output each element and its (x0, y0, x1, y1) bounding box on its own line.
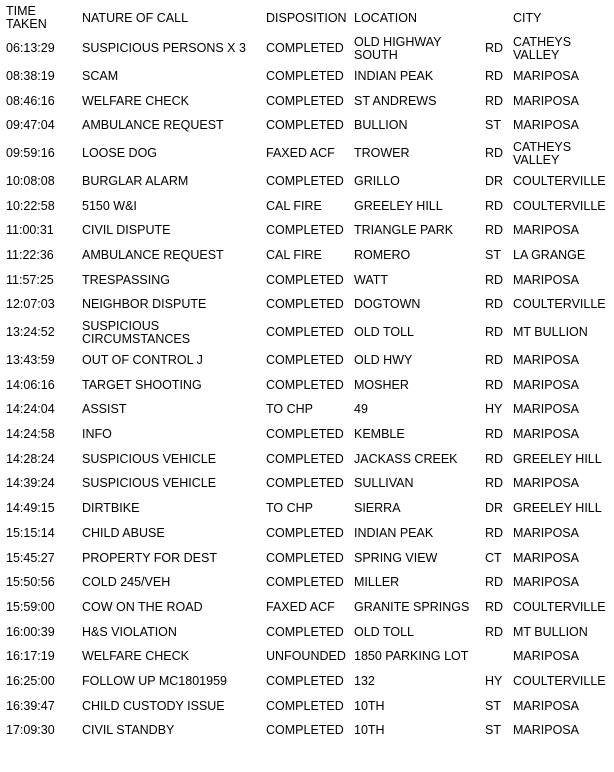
cell-nature-of-call: OUT OF CONTROL J (82, 353, 203, 368)
header-row (0, 3, 614, 33)
table-row (0, 620, 614, 645)
table-body (0, 33, 614, 743)
table-row (0, 89, 614, 114)
cell-street-suffix: RD (485, 599, 504, 614)
cell-city: MARIPOSA (513, 93, 579, 108)
cell-disposition: CAL FIRE (266, 247, 322, 262)
table-row (0, 521, 614, 546)
cell-location: SPRING VIEW (354, 550, 438, 565)
cell-street-suffix: RD (485, 353, 504, 368)
cell-city: COULTERVILLE (513, 297, 606, 312)
cell-street-suffix: RD (485, 624, 504, 639)
cell-nature-of-call: CHILD CUSTODY ISSUE (82, 698, 225, 713)
cell-street-suffix: HY (485, 673, 503, 688)
cell-city: MARIPOSA (513, 353, 579, 368)
cell-nature-of-call: ASSIST (82, 402, 127, 417)
table-row (0, 194, 614, 219)
cell-disposition: COMPLETED (266, 476, 344, 491)
cell-disposition: COMPLETED (266, 624, 344, 639)
cell-location: OLD TOLL (354, 325, 414, 340)
cell-time-taken: 09:59:16 (6, 146, 55, 161)
cell-location: MOSHER (354, 377, 409, 392)
cell-disposition: COMPLETED (266, 118, 344, 133)
table-row (0, 669, 614, 694)
cell-location: GRILLO (354, 173, 400, 188)
cell-disposition: COMPLETED (266, 427, 344, 442)
header-time-taken: TIME TAKEN (6, 4, 47, 31)
cell-street-suffix: RD (485, 68, 504, 83)
table-row (0, 317, 614, 348)
cell-location: TRIANGLE PARK (354, 223, 454, 238)
cell-time-taken: 08:38:19 (6, 68, 55, 83)
cell-nature-of-call: BURGLAR ALARM (82, 173, 189, 188)
cell-city: MARIPOSA (513, 649, 579, 664)
cell-city: MARIPOSA (513, 698, 579, 713)
table-row (0, 64, 614, 89)
call-log-table (0, 3, 614, 743)
cell-city: LA GRANGE (513, 247, 586, 262)
cell-street-suffix: ST (485, 723, 501, 738)
table-row (0, 570, 614, 595)
cell-city: MARIPOSA (513, 118, 579, 133)
table-row (0, 472, 614, 497)
cell-city: GREELEY HILL (513, 501, 602, 516)
cell-city: MARIPOSA (513, 723, 579, 738)
cell-city: MARIPOSA (513, 525, 579, 540)
cell-city: COULTERVILLE (513, 599, 606, 614)
cell-nature-of-call: COW ON THE ROAD (82, 599, 203, 614)
cell-street-suffix: RD (485, 427, 504, 442)
table-row (0, 293, 614, 318)
header-disposition: DISPOSITION (266, 10, 347, 25)
header-city: CITY (513, 10, 542, 25)
cell-street-suffix: RD (485, 198, 504, 213)
cell-nature-of-call: FOLLOW UP MC1801959 (82, 673, 227, 688)
cell-time-taken: 16:00:39 (6, 624, 55, 639)
cell-time-taken: 14:49:15 (6, 501, 55, 516)
cell-disposition: COMPLETED (266, 223, 344, 238)
cell-nature-of-call: INFO (82, 427, 112, 442)
cell-street-suffix: RD (485, 223, 504, 238)
cell-location: 10TH (354, 698, 385, 713)
cell-nature-of-call: AMBULANCE REQUEST (82, 247, 224, 262)
cell-street-suffix: ST (485, 118, 501, 133)
cell-disposition: COMPLETED (266, 272, 344, 287)
cell-disposition: CAL FIRE (266, 198, 322, 213)
cell-street-suffix: CT (485, 550, 502, 565)
cell-location: WATT (354, 272, 389, 287)
table-row (0, 398, 614, 423)
cell-city: MARIPOSA (513, 68, 579, 83)
table-row (0, 169, 614, 194)
cell-disposition: COMPLETED (266, 575, 344, 590)
cell-location: SULLIVAN (354, 476, 414, 491)
cell-disposition: COMPLETED (266, 673, 344, 688)
cell-disposition: COMPLETED (266, 173, 344, 188)
cell-time-taken: 15:59:00 (6, 599, 55, 614)
cell-location: DOGTOWN (354, 297, 421, 312)
cell-city: COULTERVILLE (513, 673, 606, 688)
cell-nature-of-call: LOOSE DOG (82, 146, 158, 161)
cell-disposition: COMPLETED (266, 723, 344, 738)
cell-nature-of-call: SUSPICIOUS PERSONS X 3 (82, 41, 246, 55)
cell-time-taken: 10:08:08 (6, 173, 55, 188)
cell-street-suffix: RD (485, 476, 504, 491)
cell-location: GREELEY HILL (354, 198, 443, 213)
cell-location: 1850 PARKING LOT (354, 649, 469, 664)
cell-nature-of-call: PROPERTY FOR DEST (82, 550, 217, 565)
table-row (0, 595, 614, 620)
cell-location: INDIAN PEAK (354, 525, 434, 540)
cell-time-taken: 14:39:24 (6, 476, 55, 491)
cell-location: INDIAN PEAK (354, 68, 434, 83)
cell-time-taken: 06:13:29 (6, 41, 55, 55)
cell-city: MT BULLION (513, 325, 588, 340)
cell-street-suffix: RD (485, 41, 504, 55)
cell-disposition: FAXED ACF (266, 599, 335, 614)
table-row (0, 694, 614, 719)
table-row (0, 447, 614, 472)
cell-nature-of-call: COLD 245/VEH (82, 575, 171, 590)
cell-city: MT BULLION (513, 624, 588, 639)
cell-city: MARIPOSA (513, 575, 579, 590)
cell-nature-of-call: SCAM (82, 68, 119, 83)
table-row (0, 348, 614, 373)
cell-time-taken: 15:50:56 (6, 575, 55, 590)
cell-location: GRANITE SPRINGS (354, 599, 470, 614)
cell-time-taken: 14:24:58 (6, 427, 55, 442)
cell-nature-of-call: DIRTBIKE (82, 501, 140, 516)
cell-street-suffix: RD (485, 93, 504, 108)
cell-city: MARIPOSA (513, 550, 579, 565)
table-row (0, 268, 614, 293)
cell-disposition: COMPLETED (266, 93, 344, 108)
cell-nature-of-call: SUSPICIOUS CIRCUMSTANCES (82, 318, 191, 346)
cell-location: 132 (354, 673, 375, 688)
cell-disposition: COMPLETED (266, 550, 344, 565)
cell-nature-of-call: SUSPICIOUS VEHICLE (82, 476, 217, 491)
cell-nature-of-call: CIVIL STANDBY (82, 723, 175, 738)
table-row (0, 719, 614, 744)
cell-nature-of-call: AMBULANCE REQUEST (82, 118, 224, 133)
cell-disposition: COMPLETED (266, 41, 344, 55)
cell-street-suffix: RD (485, 377, 504, 392)
cell-city: GREELEY HILL (513, 451, 602, 466)
table-row (0, 218, 614, 243)
cell-nature-of-call: H&S VIOLATION (82, 624, 177, 639)
cell-street-suffix: RD (485, 525, 504, 540)
cell-street-suffix: DR (485, 173, 504, 188)
cell-street-suffix: ST (485, 247, 501, 262)
cell-disposition: COMPLETED (266, 377, 344, 392)
cell-city: CATHEYS VALLEY (513, 139, 572, 167)
cell-city: MARIPOSA (513, 272, 579, 287)
cell-street-suffix: RD (485, 575, 504, 590)
cell-city: MARIPOSA (513, 223, 579, 238)
cell-city: MARIPOSA (513, 377, 579, 392)
cell-disposition: COMPLETED (266, 325, 344, 340)
cell-disposition: COMPLETED (266, 525, 344, 540)
cell-location: ROMERO (354, 247, 411, 262)
cell-nature-of-call: WELFARE CHECK (82, 649, 189, 664)
cell-disposition: TO CHP (266, 402, 313, 417)
cell-city: MARIPOSA (513, 402, 579, 417)
cell-disposition: UNFOUNDED (266, 649, 346, 664)
table-row (0, 496, 614, 521)
table-row (0, 546, 614, 571)
table-header (0, 3, 614, 33)
cell-street-suffix: ST (485, 698, 501, 713)
cell-nature-of-call: CHILD ABUSE (82, 525, 165, 540)
table-row (0, 422, 614, 447)
cell-time-taken: 14:06:16 (6, 377, 55, 392)
cell-time-taken: 14:24:04 (6, 402, 55, 417)
cell-disposition: COMPLETED (266, 353, 344, 368)
cell-time-taken: 15:45:27 (6, 550, 55, 565)
cell-time-taken: 13:24:52 (6, 325, 55, 340)
table-row (0, 138, 614, 169)
cell-time-taken: 16:25:00 (6, 673, 55, 688)
cell-location: MILLER (354, 575, 400, 590)
cell-nature-of-call: SUSPICIOUS VEHICLE (82, 451, 217, 466)
cell-location: SIERRA (354, 501, 401, 516)
table-row (0, 373, 614, 398)
cell-street-suffix: DR (485, 501, 504, 516)
cell-city: COULTERVILLE (513, 173, 606, 188)
header-location: LOCATION (354, 10, 417, 25)
cell-street-suffix: RD (485, 451, 504, 466)
table-row (0, 113, 614, 138)
cell-disposition: FAXED ACF (266, 146, 335, 161)
cell-city: MARIPOSA (513, 476, 579, 491)
cell-disposition: COMPLETED (266, 698, 344, 713)
cell-location: OLD TOLL (354, 624, 414, 639)
cell-street-suffix: RD (485, 297, 504, 312)
cell-time-taken: 17:09:30 (6, 723, 55, 738)
cell-street-suffix: RD (485, 325, 504, 340)
table-row (0, 644, 614, 669)
cell-location: BULLION (354, 118, 408, 133)
cell-disposition: COMPLETED (266, 297, 344, 312)
cell-time-taken: 11:22:36 (6, 247, 54, 262)
cell-time-taken: 16:39:47 (6, 698, 55, 713)
cell-location: 49 (354, 402, 368, 417)
cell-location: ST ANDREWS (354, 93, 437, 108)
cell-street-suffix (481, 644, 507, 669)
cell-location: 10TH (354, 723, 385, 738)
cell-time-taken: 16:17:19 (6, 649, 55, 664)
cell-time-taken: 13:43:59 (6, 353, 55, 368)
cell-time-taken: 15:15:14 (6, 525, 55, 540)
header-nature-of-call: NATURE OF CALL (82, 10, 189, 25)
cell-time-taken: 11:57:25 (6, 272, 54, 287)
cell-time-taken: 08:46:16 (6, 93, 55, 108)
cell-nature-of-call: TARGET SHOOTING (82, 377, 202, 392)
cell-city: COULTERVILLE (513, 198, 606, 213)
cell-street-suffix: RD (485, 146, 504, 161)
header-street-suffix (481, 3, 507, 33)
cell-location: KEMBLE (354, 427, 405, 442)
table-row (0, 243, 614, 268)
cell-nature-of-call: CIVIL DISPUTE (82, 223, 171, 238)
cell-time-taken: 09:47:04 (6, 118, 55, 133)
cell-nature-of-call: 5150 W&I (82, 198, 137, 213)
cell-location: OLD HIGHWAY SOUTH (354, 34, 442, 62)
cell-time-taken: 12:07:03 (6, 297, 55, 312)
cell-street-suffix: HY (485, 402, 503, 417)
cell-disposition: COMPLETED (266, 68, 344, 83)
cell-disposition: TO CHP (266, 501, 313, 516)
cell-city: MARIPOSA (513, 427, 579, 442)
cell-street-suffix: RD (485, 272, 504, 287)
cell-time-taken: 14:28:24 (6, 451, 55, 466)
cell-time-taken: 10:22:58 (6, 198, 55, 213)
cell-nature-of-call: WELFARE CHECK (82, 93, 189, 108)
cell-nature-of-call: TRESPASSING (82, 272, 170, 287)
cell-location: OLD HWY (354, 353, 413, 368)
cell-disposition: COMPLETED (266, 451, 344, 466)
cell-city: CATHEYS VALLEY (513, 34, 572, 62)
table-row (0, 33, 614, 64)
cell-location: JACKASS CREEK (354, 451, 458, 466)
cell-time-taken: 11:00:31 (6, 223, 54, 238)
cell-location: TROWER (354, 146, 410, 161)
cell-nature-of-call: NEIGHBOR DISPUTE (82, 297, 207, 312)
